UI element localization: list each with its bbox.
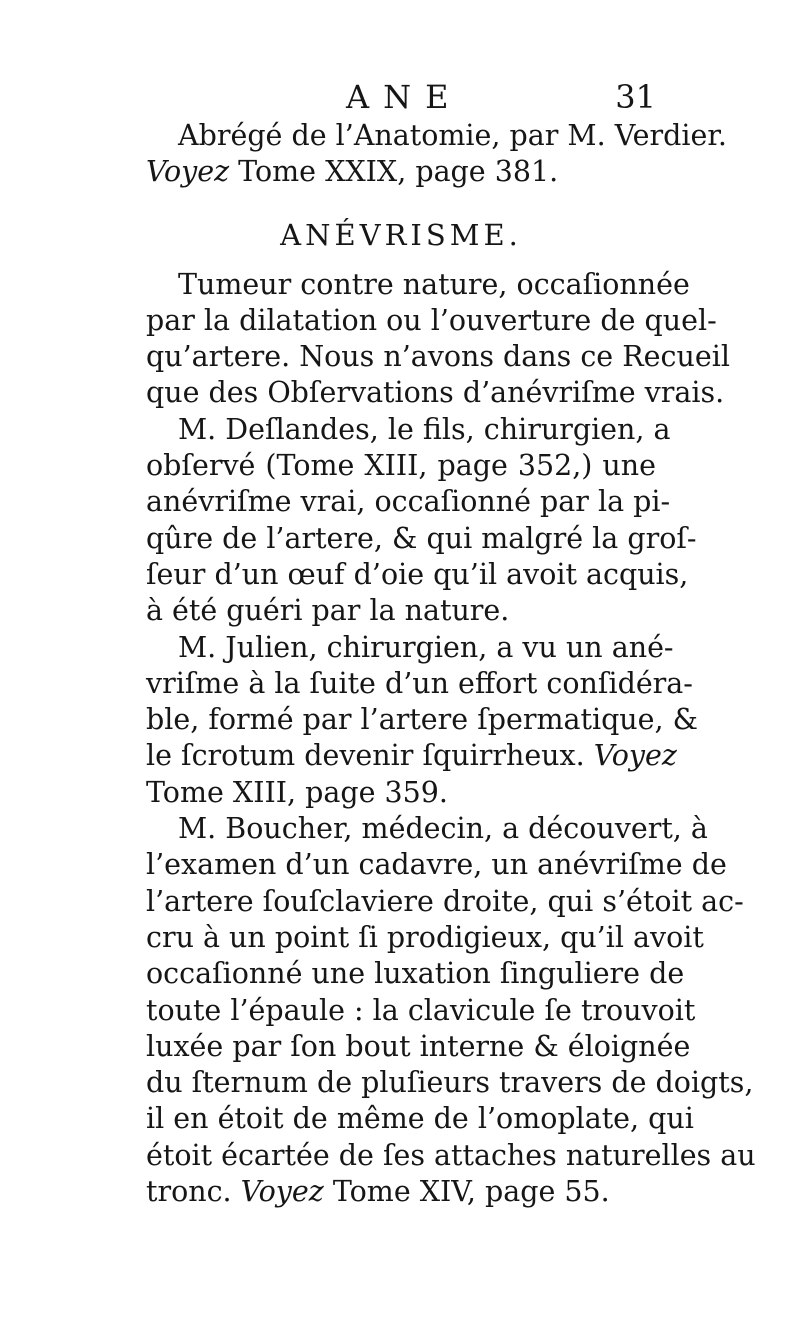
text-line: cru à un point ſi prodigieux, qu’il avoit: [146, 920, 704, 954]
intro-line: [146, 154, 656, 190]
voyez-reference: Voyez: [593, 739, 677, 773]
text-line: l’examen d’un cadavre, un anévriſme de: [146, 848, 727, 882]
text-line: vriſme à la ſuite d’un effort conſidéra-: [146, 666, 693, 700]
text-line: par la dilatation ou l’ouverture de quel-: [146, 303, 717, 337]
voyez-reference: Voyez: [146, 155, 230, 189]
text-line: M. Boucher, médecin, a découvert, à: [178, 812, 708, 846]
entry-heading: ANÉVRISME.: [280, 217, 522, 252]
reference-text: Tome XIV, page 55.: [323, 1175, 610, 1209]
page-number: 31: [615, 78, 656, 116]
text-segment: le ſcrotum devenir ſquirrheux.: [146, 739, 594, 773]
text-line: ble, formé par l’artere ſpermatique, &: [146, 703, 699, 737]
text-line: [146, 1174, 656, 1210]
text-line: il en étoit de même de l’omoplate, qui: [146, 1102, 694, 1136]
text-line: M. Deſlandes, le fils, chirurgien, a: [178, 412, 671, 446]
text-line: anévriſme vrai, occaſionné par la pi-: [146, 485, 671, 519]
text-line: obſervé (Tome XIII, page 352,) une: [146, 449, 656, 483]
text-line: luxée par ſon bout interne & éloignée: [146, 1029, 691, 1063]
text-line: l’artere ſouſclaviere droite, qui s’étoit ac-: [146, 884, 744, 918]
voyez-reference: Voyez: [240, 1175, 324, 1209]
text-line: occaſionné une luxation ſinguliere de: [146, 957, 685, 991]
text-line: toute l’épaule : la clavicule ſe trouvoit: [146, 993, 696, 1027]
text-line: du ſternum de pluſieurs travers de doigts,: [146, 1066, 754, 1100]
page-text: [146, 118, 756, 1210]
text-line: qûre de l’artere, & qui malgré la groſ-: [146, 521, 697, 555]
text-line: Tome XIII, page 359.: [146, 775, 448, 809]
text-line: Tumeur contre nature, occaſionnée: [178, 267, 690, 301]
text-line: [146, 738, 677, 774]
text-line: étoit écartée de ſes attaches naturelles au: [146, 1138, 756, 1172]
text-line: ſeur d’un œuf d’oie qu’il avoit acquis,: [146, 557, 689, 591]
running-title: ANE: [346, 78, 463, 116]
intro-line: Abrégé de l’Anatomie, par M. Verdier.: [178, 119, 727, 152]
text-segment: tronc.: [146, 1175, 241, 1209]
running-head: [146, 74, 656, 120]
text-line: à été guéri par la nature.: [146, 594, 510, 628]
reference-text: Tome XXIX, page 381.: [229, 155, 559, 189]
text-line: que des Obſervations d’anévriſme vrais.: [146, 376, 725, 410]
text-line: M. Julien, chirurgien, a vu un ané-: [178, 630, 674, 664]
text-line: qu’artere. Nous n’avons dans ce Recueil: [146, 340, 730, 374]
